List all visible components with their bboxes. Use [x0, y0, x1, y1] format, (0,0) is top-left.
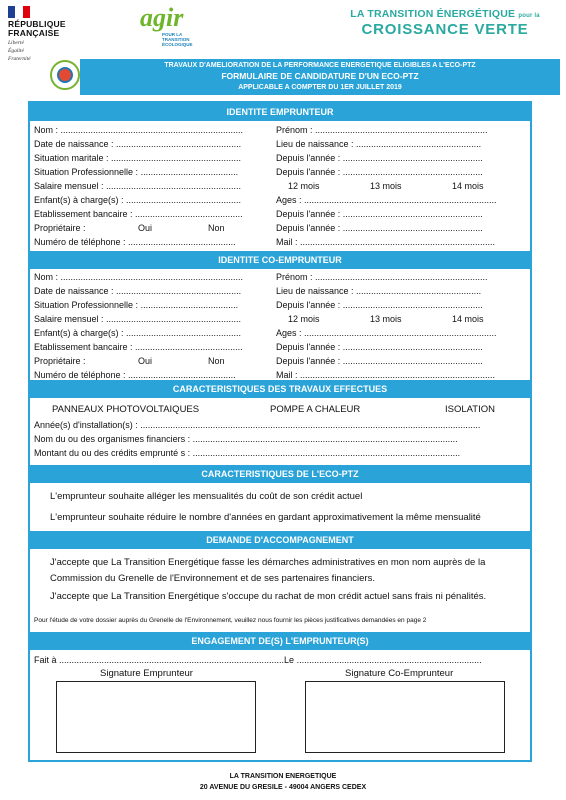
accompagnement-p2[interactable]: J'accepte que La Transition Energétique s'occupe du rachat de mon crédit actuel sans frais ni pénalités. — [50, 591, 487, 602]
devise-egalite: Égalité — [8, 48, 24, 54]
emprunteur-prenom-field[interactable]: Prénom : ..................................................................... — [276, 125, 488, 135]
co-tel-field[interactable]: Numéro de téléphone : ........................................... — [34, 370, 236, 380]
emprunteur-naissance-field[interactable]: Date de naissance : .................................................. — [34, 139, 242, 149]
travaux-pac-option[interactable]: POMPE A CHALEUR — [270, 404, 361, 415]
co-naissance-field[interactable]: Date de naissance : .................................................. — [34, 286, 242, 296]
travaux-row-organismes — [34, 433, 526, 446]
title-line1: TRAVAUX D'AMELIORATION DE LA PERFORMANCE ENERGETIQUE ELIGIBLES A L'ECO-PTZ — [164, 62, 476, 69]
travaux-organismes-field[interactable]: Nom du ou des organismes financiers : .......................................................................................................... — [34, 434, 458, 444]
travaux-row-annee — [34, 419, 526, 432]
emprunteur-row-enfants — [34, 194, 526, 207]
agir-logo — [140, 4, 200, 48]
signature-emprunteur-box[interactable] — [56, 681, 256, 753]
section-accompagnement: DEMANDE D'ACCOMPAGNEMENT — [28, 531, 532, 549]
emprunteur-depuis-maritale-field[interactable]: Depuis l'année : ........................................................ — [276, 153, 483, 163]
co-row-enfants — [34, 327, 526, 340]
title-line2: FORMULAIRE DE CANDIDATURE D'UN ECO-PTZ — [221, 71, 419, 81]
emprunteur-row-maritale — [34, 152, 526, 165]
co-oui-option[interactable]: Oui — [138, 356, 153, 366]
emprunteur-nom-field[interactable]: Nom : ......................................................................... — [34, 125, 244, 135]
accompagnement-p1a[interactable]: J'accepte que La Transition Energétique fasse les démarches administratives en mon nom auprès de la — [50, 557, 486, 568]
signature-co-emprunteur-label: Signature Co-Emprunteur — [345, 668, 454, 679]
te-line2: CROISSANCE VERTE — [361, 21, 529, 38]
engagement-row-fait — [34, 654, 526, 667]
emprunteur-depuis-proprietaire-field[interactable]: Depuis l'année : ........................................................ — [276, 223, 483, 233]
co-depuis-proprietaire-field[interactable]: Depuis l'année : ........................................................ — [276, 356, 483, 366]
section-engagement: ENGAGEMENT DE(S) L'EMPRUNTEUR(S) — [28, 632, 532, 650]
te-line1: LA TRANSITION ÉNERGÉTIQUE — [350, 8, 516, 20]
emprunteur-row-salaire — [34, 180, 526, 193]
emprunteur-row-contact — [34, 236, 526, 249]
emprunteur-enfants-field[interactable]: Enfant(s) à charge(s) : .............................................. — [34, 195, 242, 205]
co-14-mois-option[interactable]: 14 mois — [452, 314, 484, 324]
travaux-annee-field[interactable]: Année(s) d'installation(s) : ........................................................................................................................................ — [34, 420, 481, 430]
signature-co-emprunteur-box[interactable] — [305, 681, 505, 753]
travaux-row-montant — [34, 447, 526, 460]
emprunteur-maritale-field[interactable]: Situation maritale : .................................................... — [34, 153, 242, 163]
co-row-naissance — [34, 285, 526, 298]
section-eco-ptz: CARACTERISTIQUES DE L'ECO-PTZ — [28, 465, 532, 483]
certification-seal-icon — [50, 60, 80, 90]
emprunteur-lieu-field[interactable]: Lieu de naissance : .................................................. — [276, 139, 482, 149]
eco-option-reduire[interactable]: L'emprunteur souhaite réduire le nombre d'années en gardant approximativement la même mensualité — [50, 512, 481, 523]
eco-option-alleger[interactable]: L'emprunteur souhaite alléger les mensualités du coût de son crédit actuel — [50, 491, 363, 502]
republique-label: RÉPUBLIQUE — [8, 19, 66, 29]
emprunteur-row-nom — [34, 124, 526, 137]
emprunteur-12-mois-option[interactable]: 12 mois — [288, 181, 320, 191]
emprunteur-row-banque — [34, 208, 526, 221]
emprunteur-row-proprietaire — [34, 222, 526, 235]
co-salaire-field[interactable]: Salaire mensuel : ...................................................... — [34, 314, 242, 324]
co-row-nom — [34, 271, 526, 284]
fait-a-field[interactable]: Fait à ..........................................................................................Le .......................................................................... — [34, 655, 482, 665]
co-row-salaire — [34, 313, 526, 326]
form-title-bar — [80, 59, 560, 95]
title-line3: APPLICABLE A COMPTER DU 1ER JUILLET 2019 — [238, 84, 402, 91]
agir-subtitle: POUR LA TRANSITION ÉCOLOGIQUE — [162, 32, 193, 47]
footer-address: 20 AVENUE DU GRESILE - 49004 ANGERS CEDEX — [199, 784, 367, 791]
francaise-label: FRANÇAISE — [8, 28, 60, 38]
french-flag-icon — [8, 6, 30, 18]
co-banque-field[interactable]: Etablissement bancaire : ........................................... — [34, 342, 243, 352]
emprunteur-non-option[interactable]: Non — [208, 223, 225, 233]
emprunteur-row-naissance — [34, 138, 526, 151]
co-12-mois-option[interactable]: 12 mois — [288, 314, 320, 324]
emprunteur-pro-field[interactable]: Situation Professionnelle : ....................................... — [34, 167, 239, 177]
co-proprietaire-label: Propriétaire : — [34, 356, 86, 366]
footer-company: LA TRANSITION ENERGETIQUE — [229, 773, 337, 780]
section-travaux: CARACTERISTIQUES DES TRAVAUX EFFECTUES — [28, 380, 532, 398]
te-pour: pour la — [518, 13, 540, 19]
emprunteur-tel-field[interactable]: Numéro de téléphone : ........................................... — [34, 237, 236, 247]
devise-liberte: Liberté — [8, 40, 24, 46]
co-depuis-pro-field[interactable]: Depuis l'année : ........................................................ — [276, 300, 483, 310]
republique-francaise-logo — [8, 6, 78, 62]
co-mail-field[interactable]: Mail : .............................................................................. — [276, 370, 496, 380]
co-row-pro — [34, 299, 526, 312]
emprunteur-oui-option[interactable]: Oui — [138, 223, 153, 233]
co-pro-field[interactable]: Situation Professionnelle : ....................................... — [34, 300, 239, 310]
emprunteur-depuis-banque-field[interactable]: Depuis l'année : ........................................................ — [276, 209, 483, 219]
emprunteur-row-pro — [34, 166, 526, 179]
co-13-mois-option[interactable]: 13 mois — [370, 314, 402, 324]
section-co-emprunteur: IDENTITE CO-EMPRUNTEUR — [28, 251, 532, 269]
emprunteur-banque-field[interactable]: Etablissement bancaire : ........................................... — [34, 209, 243, 219]
emprunteur-13-mois-option[interactable]: 13 mois — [370, 181, 402, 191]
devise-fraternite: Fraternité — [8, 56, 31, 62]
co-prenom-field[interactable]: Prénom : ..................................................................... — [276, 272, 488, 282]
accompagnement-p1b: Commission du Grenelle de l'Environnement et de ses partenaires financiers. — [50, 573, 375, 584]
emprunteur-salaire-field[interactable]: Salaire mensuel : ...................................................... — [34, 181, 242, 191]
agir-word: agir — [140, 3, 184, 32]
header — [0, 0, 566, 62]
justificatifs-note: Pour l'étude de votre dossier auprès du Grenelle de l'Environnement, veuillez nous fournir les pièces justificatives demandées en page 2 — [34, 617, 427, 624]
transition-energetique-logo — [330, 8, 560, 38]
signature-emprunteur-label: Signature Emprunteur — [100, 668, 193, 679]
emprunteur-proprietaire-label: Propriétaire : — [34, 223, 86, 233]
travaux-pv-option[interactable]: PANNEAUX PHOTOVOLTAIQUES — [52, 404, 200, 415]
co-lieu-field[interactable]: Lieu de naissance : .................................................. — [276, 286, 482, 296]
co-enfants-field[interactable]: Enfant(s) à charge(s) : .............................................. — [34, 328, 242, 338]
emprunteur-mail-field[interactable]: Mail : .............................................................................. — [276, 237, 496, 247]
co-ages-field[interactable]: Ages : ............................................................................. — [276, 328, 497, 338]
section-emprunteur: IDENTITE EMPRUNTEUR — [28, 103, 532, 121]
co-nom-field[interactable]: Nom : ......................................................................... — [34, 272, 244, 282]
travaux-montant-field[interactable]: Montant du ou des crédits emprunté s : ........................................................................................................... — [34, 448, 461, 458]
co-depuis-banque-field[interactable]: Depuis l'année : ........................................................ — [276, 342, 483, 352]
co-row-proprietaire — [34, 355, 526, 368]
emprunteur-depuis-pro-field[interactable]: Depuis l'année : ........................................................ — [276, 167, 483, 177]
co-non-option[interactable]: Non — [208, 356, 225, 366]
emprunteur-14-mois-option[interactable]: 14 mois — [452, 181, 484, 191]
footer — [0, 771, 566, 793]
co-row-banque — [34, 341, 526, 354]
travaux-isolation-option[interactable]: ISOLATION — [445, 404, 495, 415]
emprunteur-ages-field[interactable]: Ages : ............................................................................. — [276, 195, 497, 205]
